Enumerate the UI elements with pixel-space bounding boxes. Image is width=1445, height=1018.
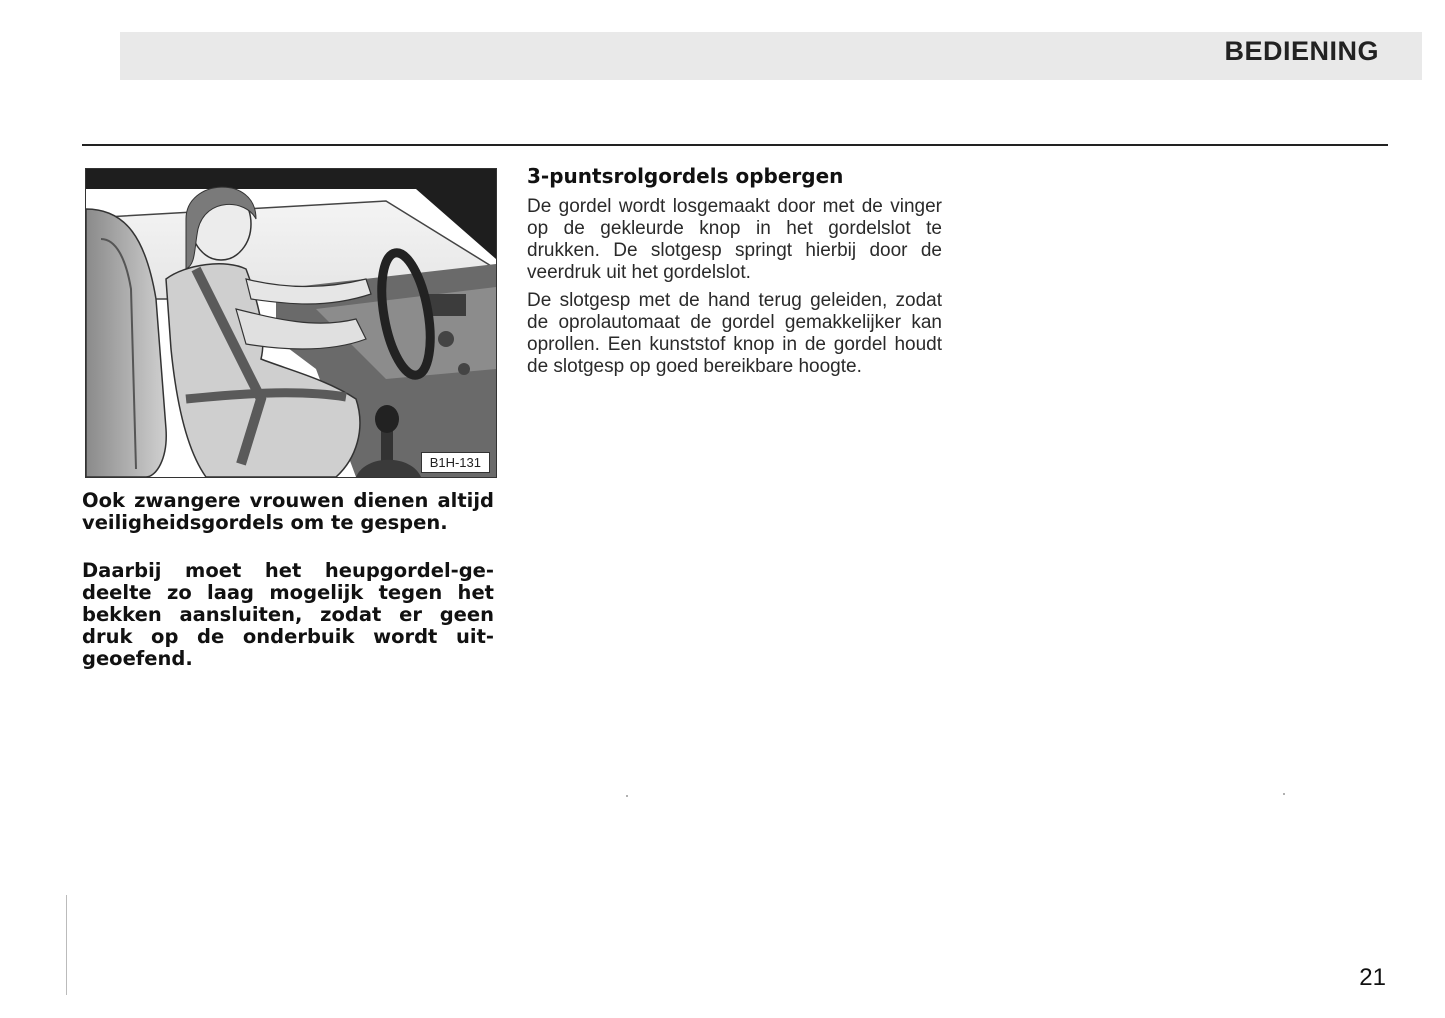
pregnant-driver-seatbelt-illustration	[85, 168, 497, 478]
horizontal-rule	[82, 144, 1388, 146]
scan-speck	[1283, 793, 1285, 795]
section-heading: 3-puntsrolgordels opbergen	[527, 164, 844, 188]
body-paragraph-1: De gordel wordt losgemaakt door met de vinger op de gekleurde knop in het gordelslot te drukken. De slotgesp springt hierbij door de veerdruk uit het gordelslot.	[527, 196, 942, 283]
margin-line	[66, 895, 67, 995]
page-number: 21	[1359, 964, 1386, 991]
warning-paragraph-1: Ook zwangere vrouwen dienen altijd veiligheidsgordels om te gespen.	[82, 489, 494, 534]
section-title: BEDIENING	[1224, 36, 1379, 66]
illustration-drawing	[86, 169, 496, 477]
body-paragraph-2: De slotgesp met de hand terug geleiden, zodat de oprolautomaat de gordel gemakkelijker kan oprollen. Een kunststof knop in de gordel houdt de slotgesp op goed bereikbare hoogte.	[527, 290, 942, 377]
warning-paragraph-2: Daarbij moet het heupgordel-gedeelte zo laag mogelijk tegen het bekken aansluiten, zodat er geen druk op de onderbuik wordt uitgeoefend.	[82, 559, 494, 670]
scan-speck	[626, 795, 628, 797]
figure-label: B1H-131	[421, 452, 490, 473]
